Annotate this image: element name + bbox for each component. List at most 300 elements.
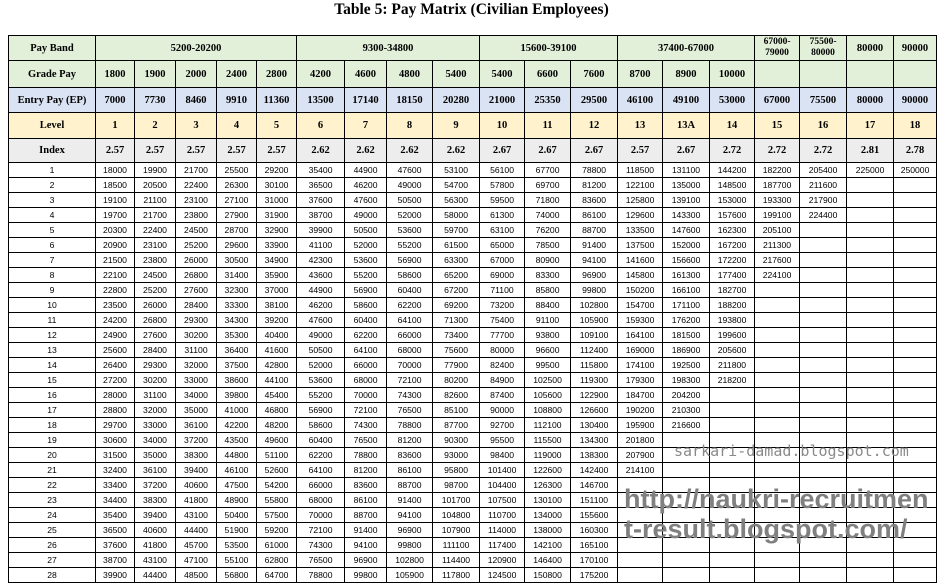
pay-cell: 122600 [525,463,571,478]
grade-pay-cell: 4200 [297,61,345,88]
pay-cell: 28700 [217,223,257,238]
pay-cell: 86100 [345,493,387,508]
pay-cell: 85800 [525,283,571,298]
pay-cell: 67200 [433,283,480,298]
pay-cell: 199100 [755,208,800,223]
pay-cell: 56300 [433,193,480,208]
pay-cell: 99500 [525,358,571,373]
pay-cell: 78800 [571,163,618,178]
table-row [9,568,937,583]
pay-cell: 42800 [257,358,297,373]
pay-cell: 218200 [710,373,755,388]
pay-cell: 23800 [135,253,176,268]
pay-cell: 104400 [480,478,525,493]
pay-cell: 31400 [217,268,257,283]
pay-cell: 34900 [257,253,297,268]
level-cell: 17 [847,113,894,139]
pay-cell: 153000 [710,193,755,208]
pay-cell: 78800 [387,418,433,433]
pay-cell [894,553,937,568]
pay-cell: 29300 [135,358,176,373]
pay-cell: 101700 [433,493,480,508]
pay-cell: 198300 [663,373,710,388]
pay-cell [847,298,894,313]
row-number: 4 [9,208,96,223]
pay-cell: 63300 [433,253,480,268]
pay-cell: 56100 [480,163,525,178]
pay-cell: 134000 [525,508,571,523]
pay-cell: 205400 [800,163,847,178]
pay-cell: 124500 [480,568,525,583]
pay-cell [894,358,937,373]
row-number: 18 [9,418,96,433]
row-number: 19 [9,433,96,448]
pay-cell: 135000 [663,178,710,193]
pay-cell: 109100 [571,328,618,343]
pay-cell: 74300 [345,418,387,433]
pay-cell: 56900 [297,403,345,418]
level-cell: 13A [663,113,710,139]
pay-cell: 205100 [755,223,800,238]
pay-cell: 51100 [257,448,297,463]
pay-cell: 36100 [135,463,176,478]
entry-pay-cell: 11360 [257,88,297,113]
pay-cell: 51900 [217,523,257,538]
grade-pay-cell: 5400 [480,61,525,88]
pay-cell: 165100 [571,538,618,553]
pay-cell [847,268,894,283]
index-cell: 2.57 [217,139,257,163]
pay-band-cell: 75500-80000 [800,36,847,61]
pay-cell: 93000 [433,448,480,463]
grade-pay-cell [755,61,800,88]
row-number: 3 [9,193,96,208]
table-row [9,163,937,178]
pay-cell [894,253,937,268]
pay-cell: 39800 [217,388,257,403]
pay-cell: 25200 [176,238,217,253]
pay-cell: 44900 [345,163,387,178]
level-cell: 4 [217,113,257,139]
pay-cell: 144200 [710,163,755,178]
pay-cell [800,238,847,253]
pay-cell: 205600 [710,343,755,358]
pay-cell: 25500 [217,163,257,178]
pay-cell: 107500 [480,493,525,508]
pay-cell: 74000 [525,208,571,223]
pay-cell: 201800 [618,433,663,448]
pay-cell: 42300 [297,253,345,268]
grade-pay-cell [800,61,847,88]
level-cell: 18 [894,113,937,139]
table-row [9,178,937,193]
pay-cell: 83600 [345,478,387,493]
pay-cell: 192500 [663,358,710,373]
pay-cell: 137500 [618,238,663,253]
pay-cell [800,373,847,388]
pay-cell: 53500 [217,538,257,553]
pay-cell: 35400 [297,163,345,178]
pay-band-cell: 15600-39100 [480,36,618,61]
pay-cell: 125800 [618,193,663,208]
pay-cell: 49600 [257,433,297,448]
pay-cell: 19100 [96,193,135,208]
pay-cell: 59700 [433,223,480,238]
pay-cell: 40400 [257,328,297,343]
level-cell: 10 [480,113,525,139]
pay-cell: 44400 [135,568,176,583]
pay-cell: 96900 [571,268,618,283]
pay-cell: 76500 [345,433,387,448]
level-cell: 16 [800,113,847,139]
pay-cell [710,463,755,478]
entry-pay-cell: 90000 [894,88,937,113]
pay-cell: 145800 [618,268,663,283]
pay-cell: 24500 [135,268,176,283]
pay-cell: 190200 [618,403,663,418]
pay-cell: 72100 [345,403,387,418]
pay-cell: 86100 [571,208,618,223]
table-row [9,373,937,388]
pay-cell: 69000 [480,268,525,283]
pay-cell: 181500 [663,328,710,343]
pay-cell [847,238,894,253]
pay-cell: 130400 [571,418,618,433]
pay-cell [894,568,937,583]
pay-cell [618,568,663,583]
pay-cell: 37200 [135,478,176,493]
pay-cell: 53600 [345,253,387,268]
pay-cell: 29200 [257,163,297,178]
pay-cell [847,283,894,298]
pay-cell: 87700 [433,418,480,433]
pay-cell: 40600 [135,523,176,538]
index-cell: 2.62 [433,139,480,163]
row-number: 17 [9,403,96,418]
pay-band-cell: 90000 [894,36,937,61]
pay-cell [800,403,847,418]
pay-cell: 117800 [433,568,480,583]
pay-cell: 161300 [663,268,710,283]
grade-pay-cell: 1800 [96,61,135,88]
pay-cell [755,343,800,358]
pay-cell [847,253,894,268]
pay-cell: 131100 [663,163,710,178]
pay-cell: 18000 [96,163,135,178]
pay-cell: 67700 [525,163,571,178]
pay-cell: 19700 [96,208,135,223]
pay-cell: 35400 [96,508,135,523]
pay-cell: 31100 [176,343,217,358]
pay-cell: 55100 [217,553,257,568]
pay-cell: 182200 [755,163,800,178]
pay-cell: 31000 [257,193,297,208]
pay-cell: 39900 [297,223,345,238]
pay-cell: 78500 [525,238,571,253]
pay-cell: 150800 [525,568,571,583]
pay-cell: 61500 [433,238,480,253]
pay-cell: 250000 [894,163,937,178]
pay-cell: 48900 [217,493,257,508]
pay-cell [710,388,755,403]
pay-cell [755,388,800,403]
pay-cell: 143300 [663,208,710,223]
pay-cell [847,373,894,388]
grade-pay-cell: 4600 [345,61,387,88]
pay-cell: 96900 [345,553,387,568]
pay-cell: 47500 [217,478,257,493]
level-cell: 11 [525,113,571,139]
pay-cell: 98700 [433,478,480,493]
pay-band-row [9,36,937,61]
pay-cell: 91100 [525,313,571,328]
pay-band-cell: 67000-79000 [755,36,800,61]
watermark-naukri-url: http://naukri-recruitment-result.blogspot.com/ [624,484,929,544]
pay-cell [800,568,847,583]
index-cell: 2.57 [96,139,135,163]
row-number: 1 [9,163,96,178]
pay-cell: 52000 [387,208,433,223]
grade-pay-cell: 8900 [663,61,710,88]
pay-cell [847,418,894,433]
pay-cell: 70000 [387,358,433,373]
pay-cell: 171100 [663,298,710,313]
pay-cell: 87400 [480,388,525,403]
pay-cell [755,298,800,313]
pay-cell: 31500 [96,448,135,463]
grade-pay-row [9,61,937,88]
pay-cell: 44100 [257,373,297,388]
pay-cell: 62200 [387,298,433,313]
level-label: Level [9,113,96,139]
pay-cell: 41800 [135,538,176,553]
pay-cell [800,223,847,238]
pay-cell: 35900 [257,268,297,283]
pay-cell: 33000 [135,418,176,433]
pay-cell [894,313,937,328]
pay-cell: 138000 [525,523,571,538]
pay-cell: 139100 [663,193,710,208]
pay-cell [847,178,894,193]
pay-cell: 66000 [297,478,345,493]
pay-cell: 176200 [663,313,710,328]
row-number: 12 [9,328,96,343]
pay-band-cell: 80000 [847,36,894,61]
pay-cell: 102800 [387,553,433,568]
level-cell: 7 [345,113,387,139]
pay-cell: 49000 [297,328,345,343]
index-cell: 2.78 [894,139,937,163]
pay-cell: 50400 [217,508,257,523]
pay-cell: 204200 [663,388,710,403]
row-number: 11 [9,313,96,328]
pay-cell: 133500 [618,223,663,238]
pay-cell: 41000 [217,403,257,418]
pay-cell: 71800 [525,193,571,208]
pay-cell: 32900 [257,223,297,238]
table-row [9,328,937,343]
pay-cell: 28400 [176,298,217,313]
level-cell: 6 [297,113,345,139]
pay-cell: 92700 [480,418,525,433]
pay-cell: 119300 [571,373,618,388]
pay-cell: 47600 [297,313,345,328]
pay-cell [755,328,800,343]
pay-cell: 164100 [618,328,663,343]
pay-cell: 64100 [345,343,387,358]
pay-cell: 115800 [571,358,618,373]
pay-cell: 88400 [525,298,571,313]
index-cell: 2.72 [800,139,847,163]
pay-cell: 32000 [176,358,217,373]
pay-cell: 39200 [257,313,297,328]
pay-cell: 44400 [176,523,217,538]
table-row [9,463,937,478]
pay-cell: 85100 [433,403,480,418]
pay-cell: 211300 [755,238,800,253]
index-cell: 2.67 [663,139,710,163]
pay-cell: 49000 [387,178,433,193]
pay-cell [755,403,800,418]
pay-cell: 28800 [96,403,135,418]
row-number: 22 [9,478,96,493]
row-number: 16 [9,388,96,403]
pay-cell: 126300 [525,478,571,493]
pay-cell: 112400 [571,343,618,358]
pay-cell: 43100 [176,508,217,523]
pay-cell: 170100 [571,553,618,568]
pay-cell: 28400 [135,343,176,358]
pay-cell: 91400 [571,238,618,253]
table-row [9,403,937,418]
pay-cell [710,418,755,433]
pay-cell: 117400 [480,538,525,553]
pay-cell: 105600 [525,388,571,403]
pay-cell [800,268,847,283]
pay-cell: 30600 [96,433,135,448]
pay-cell: 54700 [433,178,480,193]
pay-cell: 47600 [387,163,433,178]
pay-cell: 52000 [345,238,387,253]
pay-cell: 32000 [135,403,176,418]
pay-cell [847,223,894,238]
pay-cell: 88700 [345,508,387,523]
pay-cell: 142400 [571,463,618,478]
pay-cell: 26000 [176,253,217,268]
table-row [9,313,937,328]
grade-pay-cell: 10000 [710,61,755,88]
pay-cell: 37500 [217,358,257,373]
pay-cell [755,358,800,373]
entry-pay-cell: 25350 [525,88,571,113]
pay-cell [894,343,937,358]
pay-cell: 37200 [176,433,217,448]
pay-cell: 45400 [257,388,297,403]
grade-pay-cell: 1900 [135,61,176,88]
pay-cell [755,418,800,433]
pay-cell: 76200 [525,223,571,238]
pay-cell: 155600 [571,508,618,523]
pay-cell: 154700 [618,298,663,313]
index-cell: 2.57 [135,139,176,163]
pay-cell: 56900 [387,253,433,268]
pay-cell [663,553,710,568]
pay-cell: 105900 [387,568,433,583]
pay-cell: 114400 [433,553,480,568]
entry-pay-row [9,88,937,113]
pay-cell: 41600 [257,343,297,358]
pay-cell: 37000 [257,283,297,298]
pay-cell: 193800 [710,313,755,328]
pay-cell [894,238,937,253]
pay-cell: 46100 [217,463,257,478]
index-cell: 2.67 [525,139,571,163]
row-number: 15 [9,373,96,388]
pay-cell: 20900 [96,238,135,253]
pay-cell [847,208,894,223]
pay-cell: 99800 [387,538,433,553]
pay-cell: 42200 [217,418,257,433]
pay-cell: 34000 [176,388,217,403]
pay-cell: 35000 [135,448,176,463]
pay-cell: 162300 [710,223,755,238]
pay-cell: 160300 [571,523,618,538]
pay-cell: 102800 [571,298,618,313]
pay-cell: 94100 [571,253,618,268]
pay-cell: 134300 [571,433,618,448]
pay-cell: 70000 [345,388,387,403]
pay-cell [800,343,847,358]
grade-pay-cell: 6600 [525,61,571,88]
grade-pay-cell: 7600 [571,61,618,88]
entry-pay-cell: 21000 [480,88,525,113]
pay-cell: 108800 [525,403,571,418]
pay-cell: 53600 [297,373,345,388]
pay-cell: 56800 [217,568,257,583]
pay-cell: 24200 [96,313,135,328]
pay-cell: 28000 [96,388,135,403]
pay-cell [894,328,937,343]
pay-cell: 77900 [433,358,480,373]
row-number: 8 [9,268,96,283]
pay-cell: 30200 [135,373,176,388]
index-row [9,139,937,163]
pay-cell: 60400 [387,283,433,298]
pay-cell: 151100 [571,493,618,508]
pay-cell [894,223,937,238]
pay-cell: 30200 [176,328,217,343]
index-cell: 2.72 [755,139,800,163]
pay-cell: 169000 [618,343,663,358]
grade-pay-cell: 2800 [257,61,297,88]
pay-cell: 119000 [525,448,571,463]
row-number: 25 [9,523,96,538]
pay-cell: 55200 [387,238,433,253]
pay-cell: 175200 [571,568,618,583]
pay-cell: 36100 [176,418,217,433]
table-row [9,343,937,358]
pay-cell: 83300 [525,268,571,283]
pay-cell: 64100 [387,313,433,328]
pay-cell: 44800 [217,448,257,463]
pay-cell [847,388,894,403]
pay-cell: 182700 [710,283,755,298]
row-number: 26 [9,538,96,553]
pay-cell: 22400 [176,178,217,193]
entry-pay-cell: 17140 [345,88,387,113]
pay-cell: 73200 [480,298,525,313]
grade-pay-cell: 2000 [176,61,217,88]
